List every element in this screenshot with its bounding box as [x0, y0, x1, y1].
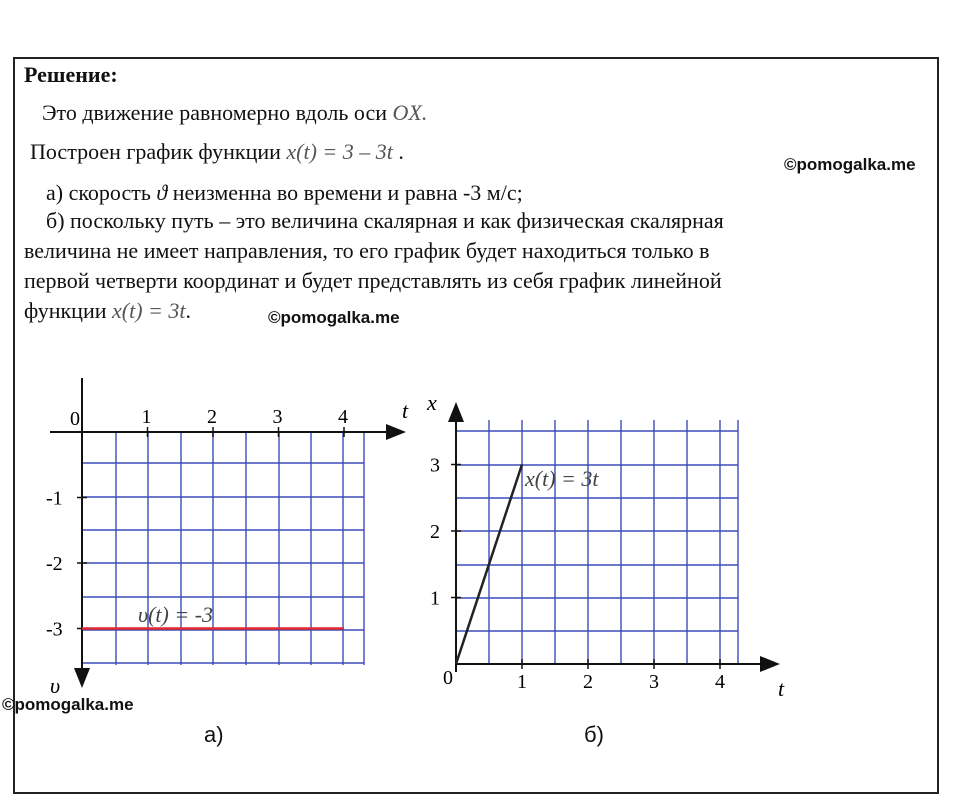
velocity-symbol: ϑ [156, 180, 168, 205]
solution-line-4: б) поскольку путь – это величина скалярная и как физическая скалярная [46, 208, 724, 233]
x-tick-label: 1 [517, 671, 527, 693]
line-1-axis: OX. [392, 100, 428, 125]
y-tick-label: -1 [46, 487, 63, 510]
x-tick-label: 4 [715, 671, 725, 693]
watermark: ©pomogalka.me [268, 308, 400, 327]
t-axis-arrow [386, 424, 406, 440]
watermark: ©pomogalka.me [2, 695, 134, 714]
line-7-formula: x(t) = 3t [112, 298, 186, 323]
line-7-text: функции [24, 298, 112, 323]
y-tick-label: 1 [430, 587, 440, 610]
line-7-end: . [185, 298, 191, 323]
solution-line-5: величина не имеет направления, то его график будет находиться только в [24, 238, 710, 263]
line-2-formula: x(t) = 3 – 3t [286, 139, 393, 164]
line-3-prefix: а) скорость [46, 180, 157, 205]
line-2-end: . [392, 139, 404, 164]
x-tick-label: 3 [272, 406, 283, 428]
x-axis-arrow [448, 402, 464, 422]
solution-line-6: первой четверти координат и будет представлять из себя график линейной [24, 268, 722, 293]
line-3-rest: неизменна во времени и равна -3 м/с; [167, 180, 523, 205]
line-1-text: Это движение равномерно вдоль оси [42, 100, 393, 125]
origin-label: 0 [70, 408, 80, 430]
y-tick-label: -2 [46, 553, 63, 575]
solution-heading: Решение: [24, 62, 118, 87]
velocity-function-label: υ(t) = -3 [138, 602, 214, 627]
caption-b: б) [584, 722, 604, 747]
x-tick-label: 2 [583, 671, 593, 693]
line-2-text: Построен график функции [30, 139, 287, 164]
caption-a: а) [204, 722, 224, 747]
position-function-label: x(t) = 3t [525, 466, 599, 491]
t-axis-arrow [760, 656, 780, 672]
origin-label: 0 [443, 667, 453, 689]
v-axis-label: υ [50, 673, 61, 698]
y-tick-label: -3 [46, 618, 63, 641]
x-tick-label: 1 [141, 406, 152, 428]
y-tick-label: 3 [430, 454, 440, 477]
t-axis-label: t [402, 398, 409, 423]
y-tick-label: 2 [430, 521, 440, 543]
x-axis-label: x [427, 390, 437, 415]
x-tick-label: 3 [649, 671, 659, 693]
x-tick-label: 2 [207, 406, 217, 428]
v-axis-arrow [74, 668, 90, 688]
t-axis-label: t [778, 676, 785, 701]
watermark: ©pomogalka.me [784, 155, 916, 174]
x-tick-label: 4 [338, 406, 348, 428]
